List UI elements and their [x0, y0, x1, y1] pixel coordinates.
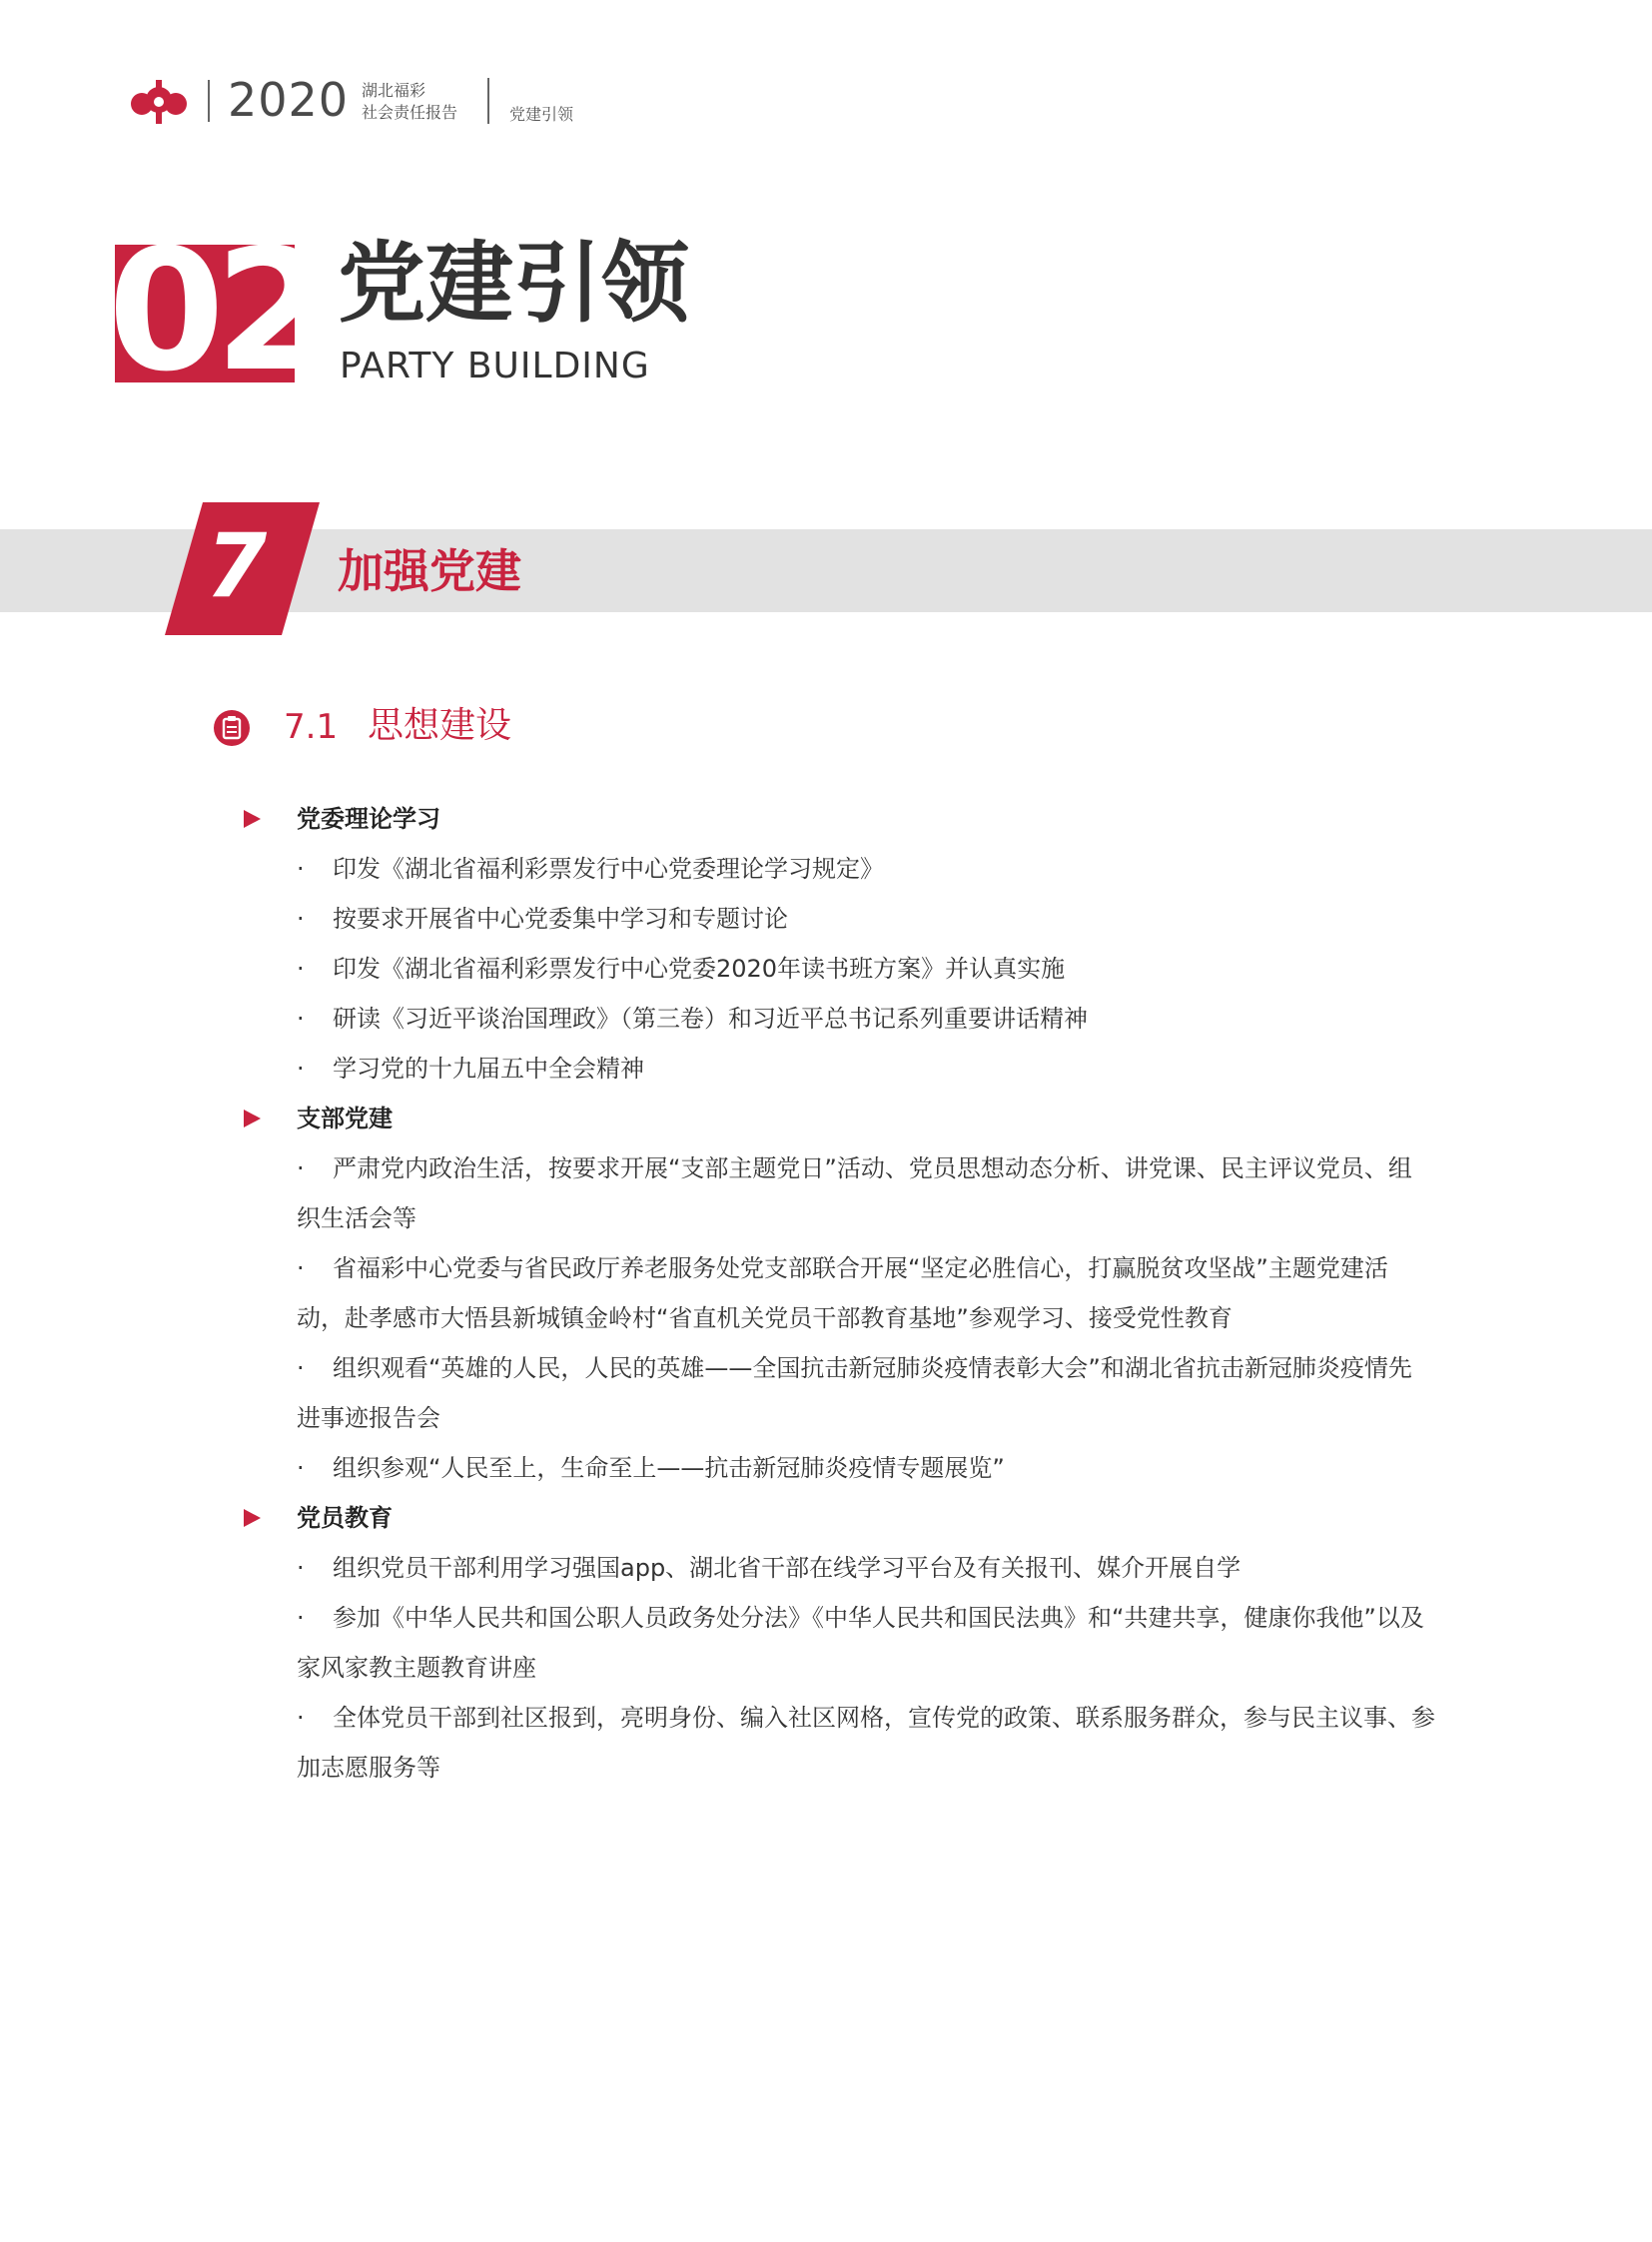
- bullet-dot: ·: [297, 1704, 305, 1732]
- bullet-dot: ·: [297, 1454, 305, 1482]
- bullet-dot: ·: [297, 1354, 305, 1382]
- triangle-bullet-icon: [244, 1509, 261, 1527]
- report-name: [362, 80, 457, 124]
- list-item-text: 组织党员干部利用学习强国app、湖北省干部在线学习平台及有关报刊、媒介开展自学: [333, 1554, 1241, 1582]
- section-number: 7: [206, 514, 268, 617]
- list-item-text: 印发《湖北省福利彩票发行中心党委理论学习规定》: [333, 855, 884, 883]
- bullet-dot: ·: [297, 1554, 305, 1582]
- list-item: [297, 944, 1435, 994]
- group-heading-theory-study: 党委理论学习: [297, 805, 440, 833]
- section-title: 加强党建: [338, 544, 521, 598]
- bullet-dot: ·: [297, 1005, 305, 1033]
- list-item-text: 组织观看“英雄的人民，人民的英雄——全国抗击新冠肺炎疫情表彰大会”和湖北省抗击新冠肺炎疫情先进事迹报告会: [297, 1354, 1412, 1432]
- list-item-text: 印发《湖北省福利彩票发行中心党委2020年读书班方案》并认真实施: [333, 955, 1066, 983]
- triangle-bullet-icon: [244, 1110, 261, 1127]
- list-item-text: 参加《中华人民共和国公职人员政务处分法》《中华人民共和国民法典》和“共建共享，健康你我他”以及家风家教主题教育讲座: [297, 1604, 1424, 1682]
- list-item: [297, 1543, 1435, 1593]
- list-item-text: 全体党员干部到社区报到，亮明身份、编入社区网格，宣传党的政策、联系服务群众，参与民主议事、参加志愿服务等: [297, 1704, 1435, 1782]
- bullet-dot: ·: [297, 1604, 305, 1632]
- report-name-line1: 湖北福彩: [362, 81, 426, 100]
- bullet-dot: ·: [297, 905, 305, 933]
- bullet-dot: ·: [297, 955, 305, 983]
- header-divider-2: [487, 78, 489, 124]
- chapter-title: 党建引领: [338, 232, 690, 335]
- bullet-dot: ·: [297, 855, 305, 883]
- welfare-lottery-logo-icon: [130, 78, 188, 126]
- list-item: [297, 994, 1435, 1044]
- list-item: [297, 1243, 1435, 1343]
- report-year: 2020: [228, 73, 350, 127]
- bullet-dot: ·: [297, 1254, 305, 1282]
- list-item: [297, 1693, 1435, 1793]
- list-item-text: 省福彩中心党委与省民政厅养老服务处党支部联合开展“坚定必胜信心，打赢脱贫攻坚战”主题党建活动，赴孝感市大悟县新城镇金岭村“省直机关党员干部教育基地”参观学习、接受党性教育: [297, 1254, 1388, 1332]
- list-item: [297, 1044, 1435, 1094]
- list-item-text: 研读《习近平谈治国理政》（第三卷）和习近平总书记系列重要讲话精神: [333, 1005, 1088, 1033]
- running-section-title: 党建引领: [509, 105, 574, 124]
- header-divider: [208, 80, 210, 122]
- list-item-text: 组织参观“人民至上，生命至上——抗击新冠肺炎疫情专题展览”: [333, 1454, 1005, 1482]
- triangle-bullet-icon: [244, 810, 261, 828]
- list-item: [297, 1593, 1435, 1693]
- report-name-line2: 社会责任报告: [362, 103, 458, 122]
- subsection-number: 7.1: [284, 707, 339, 747]
- clipboard-icon: [213, 709, 251, 747]
- bullet-dot: ·: [297, 1055, 305, 1083]
- list-item: [297, 894, 1435, 944]
- subsection-title: 思想建设: [368, 705, 512, 746]
- list-item-text: 学习党的十九届五中全会精神: [333, 1055, 644, 1083]
- list-item: [297, 1343, 1435, 1443]
- list-item-text: 严肃党内政治生活，按要求开展“支部主题党日”活动、党员思想动态分析、讲党课、民主评议党员、组织生活会等: [297, 1154, 1412, 1232]
- list-item: [297, 844, 1435, 894]
- bullet-dot: ·: [297, 1154, 305, 1182]
- group-heading-branch-building: 支部党建: [297, 1105, 393, 1132]
- chapter-title-en: PARTY BUILDING: [340, 346, 650, 386]
- chapter-number: 02: [108, 213, 322, 408]
- group-heading-member-education: 党员教育: [297, 1504, 393, 1532]
- list-item: [297, 1443, 1435, 1493]
- list-item-text: 按要求开展省中心党委集中学习和专题讨论: [333, 905, 788, 933]
- list-item: [297, 1143, 1435, 1243]
